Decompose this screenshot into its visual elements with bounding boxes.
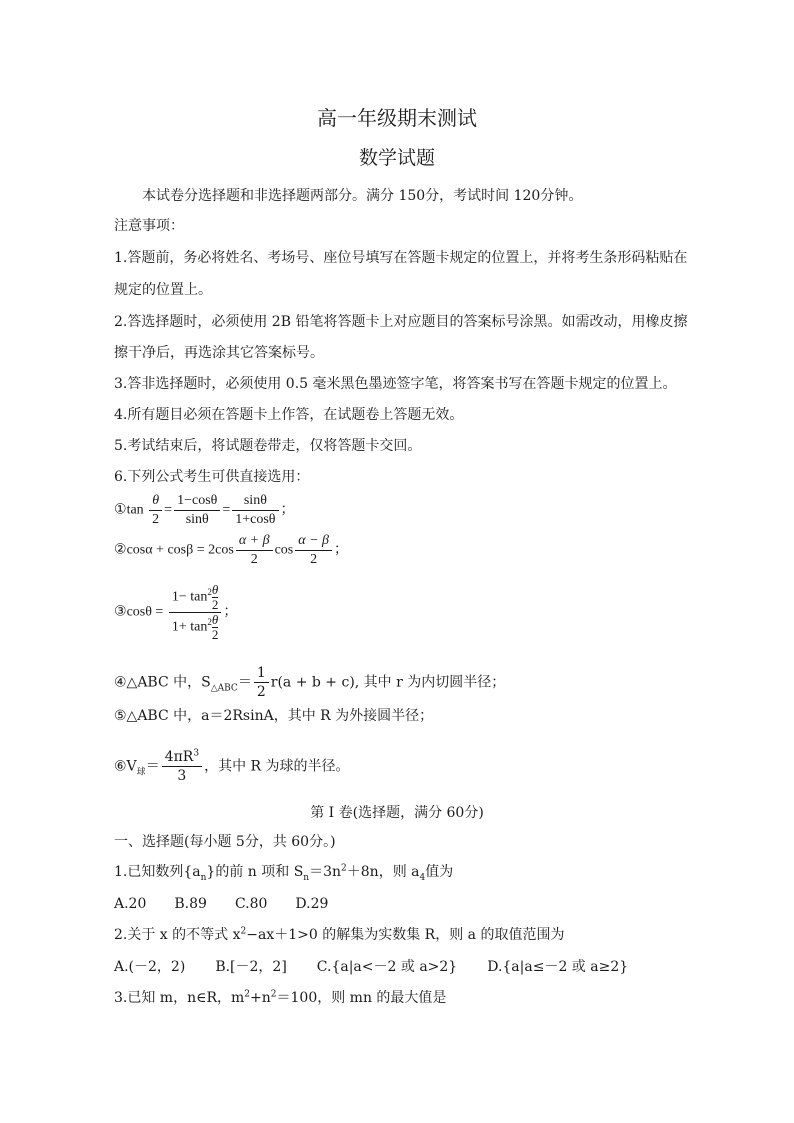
q1-option-a[interactable]: A.20: [114, 896, 147, 912]
formula-3-num-text: 1− tan: [171, 589, 208, 605]
formula-3-mark: ③: [114, 604, 127, 620]
note-4: 4.所有题目必须在答题卡上作答，在试题卷上答题无效。: [114, 407, 464, 423]
question-2-stem: 2.关于 x 的不等式 $x^2-ax+1>0$ 的解集为实数集 R，则 a 的取值范围为: [114, 926, 565, 943]
note-2-line-1: 2.答选择题时，必须使用 2B 铅笔将答题卡上对应题目的答案标号涂黑。如需改动，用橡皮擦: [114, 314, 688, 330]
formula-6-eq: ＝: [145, 758, 160, 775]
q2-stem-b: −ax＋1>0 的解集为实数集 R，则 a 的取值范围为: [246, 927, 565, 943]
formula-1-frac-a: [149, 492, 162, 529]
formula-4-text-a: ④△ABC 中，S: [114, 674, 211, 691]
exam-subtitle: 数学试题: [358, 147, 435, 169]
formula-2-lhs: cosα + cosβ = 2cos: [126, 542, 234, 558]
formula-1-two: 2: [152, 512, 160, 527]
q2-option-c[interactable]: C.{a|a<－2 或 a>2}: [316, 959, 458, 975]
formula-1-mark: ①: [114, 502, 127, 518]
notes-heading: 注意事项：: [114, 218, 184, 234]
formula-4-text-b: r(a + b + c), 其中 r 为内切圆半径；: [270, 674, 506, 691]
q1-stem-e: 值为: [425, 864, 454, 880]
q1-stem-b: }的前 n 项和 S: [206, 864, 304, 880]
q2-option-a[interactable]: A.(－2，2): [114, 959, 186, 975]
formula-6-frac: [162, 748, 202, 785]
formula-5: ⑤△ABC 中，a＝2RsinA，其中 R 为外接圆半径；: [114, 708, 434, 724]
formula-6-sub: 球: [136, 767, 146, 778]
q1-option-b[interactable]: B.89: [174, 896, 207, 912]
formula-6-text-b: ，其中 R 为球的半径。: [204, 758, 350, 775]
formula-2: ②cosα + cosβ = 2cos $\frac{\alpha + \beta}{2}$ cos $\frac{\alpha - \beta}{2}$ ；: [114, 533, 349, 567]
formula-2-mid: cos: [274, 542, 294, 558]
formula-1-den-c: 1+cosθ: [235, 512, 276, 527]
note-1-line-1: 1.答题前，务必将姓名、考场号、座位号填写在答题卡规定的位置上，并将考生条形码粘贴在: [114, 250, 688, 266]
part-1-heading: 第 I 卷(选择题，满分 60分): [310, 805, 484, 821]
note-1-line-2: 规定的位置上。: [114, 282, 212, 298]
question-1-stem: 1.已知数列$\{a_n\}$的前 n 项和 $S_n=3n^2+8n$，则 $a_4$值为: [114, 863, 454, 883]
formula-1: ①tan $\frac{\theta}{2}$ = $\frac{1-\cos\theta}{\sin\theta}$ = $\frac{\sin\theta}{1+\cos\theta}$ ；: [114, 493, 295, 527]
intro-text: 本试卷分选择题和非选择题两部分。满分 150分，考试时间 120分钟。: [142, 188, 583, 204]
formula-1-den-b: sinθ: [185, 512, 209, 527]
formula-2-num-b: α − β: [295, 532, 332, 551]
formula-4: [114, 664, 505, 701]
formula-3-den-text: 1+ tan: [171, 619, 208, 635]
formula-6-text-a: ⑥V: [114, 758, 137, 775]
formula-4-num: 1: [254, 664, 269, 683]
q2-option-b[interactable]: B.[－2，2]: [215, 959, 287, 975]
formula-2-den-b: 2: [310, 552, 318, 567]
question-3-stem: 3.已知 m，n∈R，$m^2+n^2=100$，则 mn 的最大值是: [114, 989, 447, 1006]
formula-1-num-b: 1−cosθ: [174, 492, 220, 511]
q2-option-d[interactable]: D.{a|a≤－2 或 a≥2}: [487, 959, 629, 975]
formula-3-denominator: $1+ \tan^2$ $\frac{\theta}{2}$: [171, 612, 219, 642]
formula-3-den-two: 2: [211, 627, 219, 642]
q1-stem-c: ＝3n: [309, 864, 342, 880]
formula-4-frac: [254, 664, 269, 701]
formula-4-eq: ＝: [237, 674, 252, 691]
note-2-line-2: 擦干净后，再选涂其它答案标号。: [114, 345, 324, 361]
note-3: 3.答非选择题时，必须使用 0.5 毫米黑色墨迹签字笔，将答案书写在答题卡规定的位置上。: [114, 376, 677, 392]
q3-stem-c: ＝100，则 mn 的最大值是: [276, 990, 447, 1006]
formula-2-den-a: 2: [250, 552, 258, 567]
formula-2-frac-b: [295, 532, 332, 569]
formula-1-frac-c: [232, 492, 278, 529]
formula-3: ③cosθ = $1- \tan^2$ $\frac{\theta}{2}$ $1+ \tan^2$ $\frac{\theta}{2}$ ；: [114, 582, 238, 642]
formula-2-frac-a: [236, 532, 273, 569]
formula-1-tan: tan: [126, 502, 144, 518]
q3-stem-b: +n: [250, 990, 271, 1006]
q1-option-d[interactable]: D.29: [295, 896, 329, 912]
formula-6-num-text: 4πR: [164, 749, 194, 765]
exam-title: 高一年级期末测试: [317, 106, 477, 130]
q3-stem-a: 3.已知 m，n∈R，m: [114, 990, 245, 1006]
formula-6: [114, 748, 350, 785]
formula-3-lhs: cosθ =: [126, 604, 164, 620]
formula-2-num-a: α + β: [236, 532, 273, 551]
question-1-options: [114, 894, 356, 914]
formula-6-den: 3: [177, 768, 187, 784]
formula-3-num-theta: θ: [211, 582, 219, 597]
note-6: 6.下列公式考生可供直接选用：: [114, 469, 310, 485]
formula-1-theta: θ: [149, 492, 162, 511]
q1-stem-d: ＋8n，则 a: [346, 864, 420, 880]
formula-3-num-two: 2: [211, 597, 219, 612]
formula-6-numerator: $4\pi R^3$: [162, 748, 202, 767]
q1-option-c[interactable]: C.80: [234, 896, 268, 912]
note-5: 5.考试结束后，将试题卷带走，仅将答题卡交回。: [114, 438, 422, 454]
formula-4-den: 2: [256, 684, 266, 700]
formula-3-den-theta: θ: [211, 612, 219, 627]
section-heading: 一、选择题(每小题 5分，共 60分。): [114, 834, 336, 850]
formula-1-frac-b: [174, 492, 220, 529]
question-2-options: [114, 957, 628, 977]
q2-stem-a: 2.关于 x 的不等式 x: [114, 927, 241, 943]
formula-4-sub: △ABC: [210, 683, 238, 694]
formula-1-num-c: sinθ: [232, 492, 278, 511]
formula-3-numerator: $1- \tan^2$ $\frac{\theta}{2}$: [169, 583, 222, 613]
formula-2-mark: ②: [114, 542, 127, 558]
q1-stem-a: 1.已知数列{a: [114, 864, 201, 880]
formula-3-frac: [169, 583, 222, 642]
